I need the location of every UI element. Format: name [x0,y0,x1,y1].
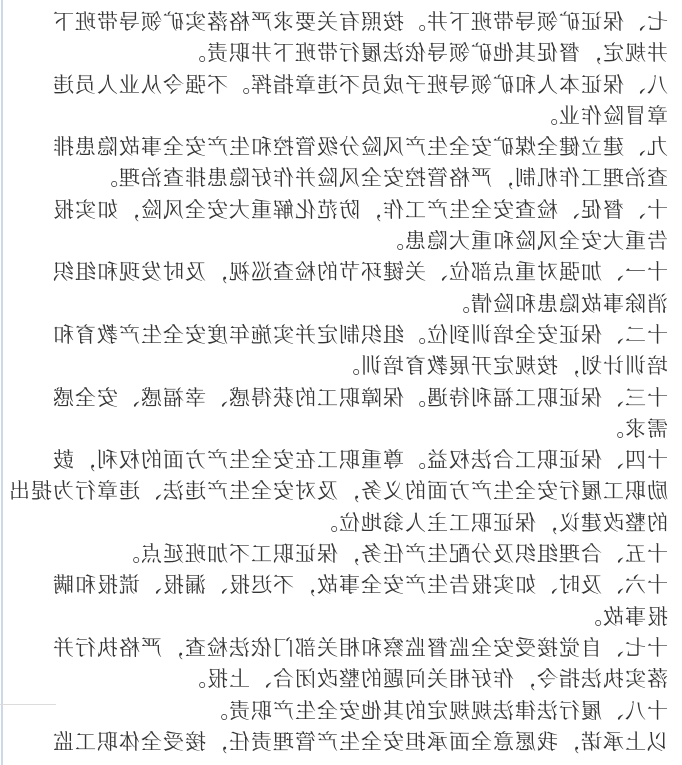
document-line: 十八、履行法律法规规定的其他安全生产职责。 [206,698,668,723]
document-line: 告重大安全风险和重大隐患。 [382,229,668,254]
document-line: 七、保证矿领导带班下井。按照有关要求严格落实矿领导带班下 [52,10,668,34]
document-line: 十、督促、检查安全生产工作，防范化解重大安全风险，如实报 [52,197,668,222]
document-line: 落实执法指令，作好相关问题的整改闭合、上报。 [184,667,668,692]
document-line: 十五、合理组织及分配生产任务，保证职工不加班延点。 [118,542,668,567]
mirrored-document [8,7,668,758]
document-line: 十三、保证职工福利待遇。保障职工的获得感、幸福感、安全感 [52,385,668,410]
document-line: 的整改建议，保证职工主人翁地位。 [316,510,668,535]
document-line: 需求。 [602,416,668,441]
document-line: 励职工履行安全生产方面的义务，及对安全生产违法、违章行为提出 [8,479,668,504]
document-line: 十七、自觉接受安全监督监察和相关部门依法检查，严格执行并 [52,635,668,660]
scan-artifact-line [0,704,56,705]
document-line: 十二、保证安全培训到位。组织制定并实施年度安全生产教育和 [52,322,668,347]
document-line: 井规定，督促其他矿领导依法履行带班下井职责。 [184,41,668,66]
document-line: 查治理工作机制，严格管控安全风险并作好隐患排查治理。 [96,166,668,191]
document-line: 八、保证本人和矿领导班子成员不违章指挥。不强令从业人员违 [52,72,668,97]
document-line: 十六、及时、如实报告生产安全事故，不迟报、漏报、谎报和瞒 [52,573,668,598]
document-line: 章冒险作业。 [536,103,668,128]
page-left-edge-line [1,0,3,765]
document-line: 消除事故隐患和险情。 [448,291,668,316]
document-line: 培训计划，按规定开展教育培训。 [338,354,668,379]
document-line: 十四、保证职工合法权益。尊重职工在安全生产方面的权利，鼓 [52,448,668,473]
document-line: 九、建立健全煤矿安全生产风险分级管控和生产安全事故隐患排 [52,135,668,160]
document-line: 以上承诺，我愿意全面承担安全生产管理责任，接受全体职工监 [52,729,668,754]
document-line: 十一、加强对重点部位、关键环节的检查巡视，及时发现和组织 [52,260,668,285]
document-line: 报事故。 [580,604,668,629]
